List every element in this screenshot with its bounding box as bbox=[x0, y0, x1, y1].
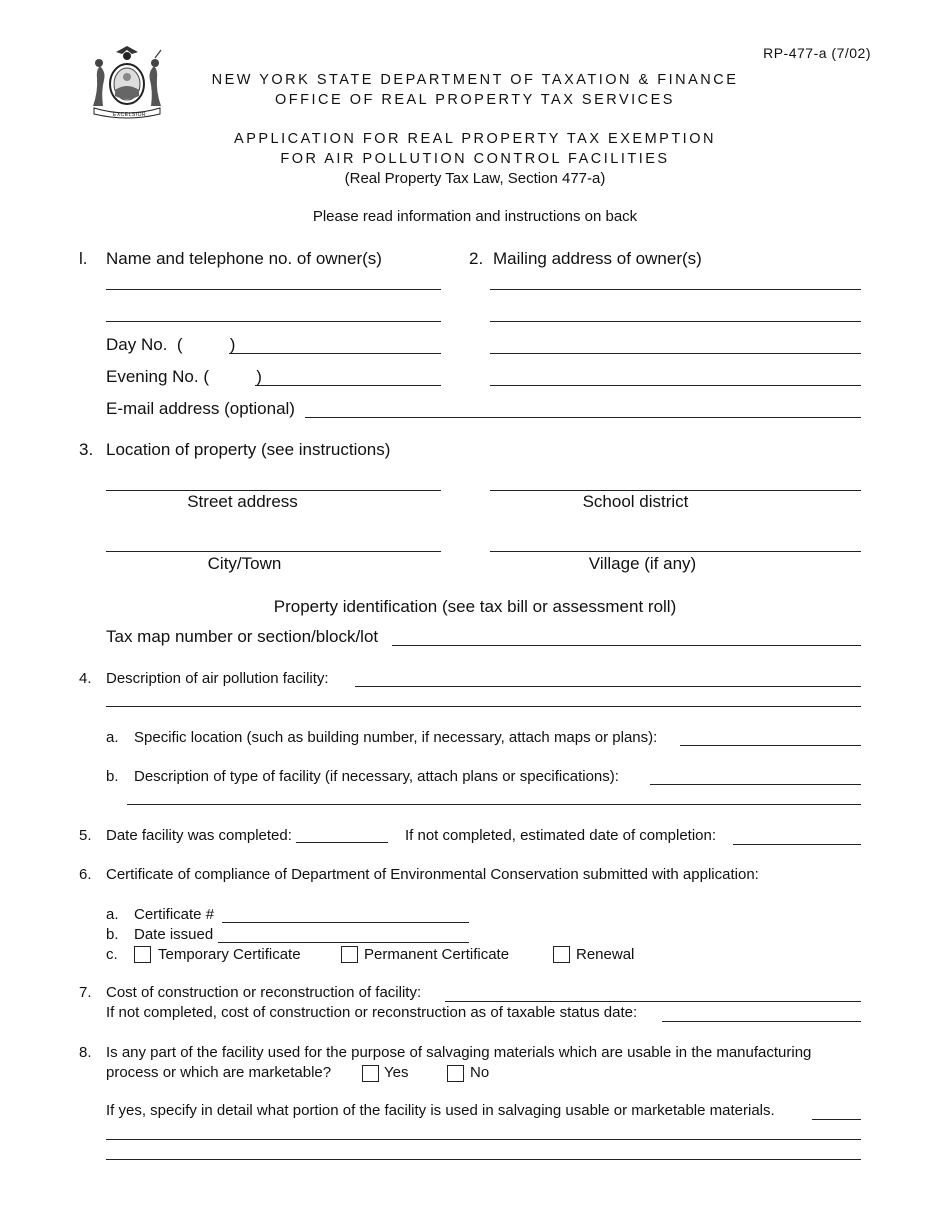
city-town-line[interactable] bbox=[106, 551, 441, 552]
q4a-letter: a. bbox=[106, 729, 119, 746]
salvage-detail-label: If yes, specify in detail what portion of the facility is used in salvaging usable or marketable materials. bbox=[106, 1102, 775, 1119]
mailing-address-line2[interactable] bbox=[490, 321, 861, 322]
q5-label2: If not completed, estimated date of completion: bbox=[405, 827, 717, 844]
q2-label: Mailing address of owner(s) bbox=[493, 249, 702, 268]
salvage-no-label: No bbox=[470, 1064, 490, 1081]
q4-label: Description of air pollution facility: bbox=[106, 670, 329, 687]
facility-description-line1[interactable] bbox=[355, 686, 861, 687]
q1-label: Name and telephone no. of owner(s) bbox=[106, 249, 382, 268]
village-line[interactable] bbox=[490, 551, 861, 552]
q8-label: Is any part of the facility used for the purpose of salvaging materials which are usable in the manufacturing bbox=[106, 1044, 812, 1061]
salvage-yes-label: Yes bbox=[384, 1064, 409, 1081]
tax-map-line[interactable] bbox=[392, 645, 861, 646]
q3-number: 3. bbox=[79, 440, 94, 459]
construction-cost-line[interactable] bbox=[445, 1001, 861, 1002]
q6b-letter: b. bbox=[106, 926, 119, 943]
email-line[interactable] bbox=[305, 417, 861, 418]
q4b-label: Description of type of facility (if necessary, attach plans or specifications): bbox=[134, 768, 619, 785]
renewal-checkbox[interactable] bbox=[553, 946, 570, 963]
dept-line2: OFFICE OF REAL PROPERTY TAX SERVICES bbox=[275, 92, 675, 108]
q8-number: 8. bbox=[79, 1044, 92, 1061]
school-district-label: School district bbox=[582, 492, 689, 511]
q7-label2: If not completed, cost of construction or reconstruction as of taxable status date: bbox=[106, 1004, 638, 1021]
email-label: E-mail address (optional) bbox=[106, 399, 295, 418]
title-line2: FOR AIR POLLUTION CONTROL FACILITIES bbox=[280, 151, 670, 167]
q3-label: Location of property (see instructions) bbox=[106, 440, 391, 459]
street-address-line[interactable] bbox=[106, 490, 441, 491]
street-address-label: Street address bbox=[187, 492, 298, 511]
seal-motto: EXCELSIOR bbox=[113, 112, 147, 118]
city-town-label: City/Town bbox=[207, 554, 282, 573]
village-label: Village (if any) bbox=[588, 554, 697, 573]
permanent-certificate-label: Permanent Certificate bbox=[364, 946, 510, 963]
owner-name-line1[interactable] bbox=[106, 289, 441, 290]
q6c-letter: c. bbox=[106, 946, 118, 963]
owner-name-line2[interactable] bbox=[106, 321, 441, 322]
permanent-certificate-checkbox[interactable] bbox=[341, 946, 358, 963]
date-issued-line[interactable] bbox=[218, 942, 469, 943]
q4-number: 4. bbox=[79, 670, 92, 687]
title-line3: (Real Property Tax Law, Section 477-a) bbox=[344, 170, 606, 187]
dept-line1: NEW YORK STATE DEPARTMENT OF TAXATION & FINANCE bbox=[211, 72, 739, 88]
salvage-detail-line1[interactable] bbox=[812, 1119, 861, 1120]
q8-label-cont: process or which are marketable? bbox=[106, 1064, 332, 1081]
salvage-no-checkbox[interactable] bbox=[447, 1065, 464, 1082]
q1-number: l. bbox=[79, 249, 88, 268]
q6-number: 6. bbox=[79, 866, 92, 883]
instructions-note: Please read information and instructions on back bbox=[312, 208, 638, 225]
evening-phone-line[interactable] bbox=[255, 385, 441, 386]
day-phone-label: Day No. ( ) bbox=[106, 335, 236, 354]
facility-type-line1[interactable] bbox=[650, 784, 861, 785]
tax-map-label: Tax map number or section/block/lot bbox=[106, 627, 379, 646]
day-phone-line[interactable] bbox=[229, 353, 441, 354]
q6a-letter: a. bbox=[106, 906, 119, 923]
date-issued-label: Date issued bbox=[134, 926, 214, 943]
school-district-line[interactable] bbox=[490, 490, 861, 491]
mailing-address-line3[interactable] bbox=[490, 353, 861, 354]
q4a-label: Specific location (such as building number, if necessary, attach maps or plans): bbox=[134, 729, 658, 746]
q5-label: Date facility was completed: ___________ bbox=[106, 827, 388, 844]
construction-cost-status-line[interactable] bbox=[662, 1021, 861, 1022]
q2-number: 2. bbox=[469, 249, 484, 268]
q6-label: Certificate of compliance of Department of Environmental Conservation submitted with application: bbox=[106, 866, 759, 883]
q4b-letter: b. bbox=[106, 768, 119, 785]
form-number: RP-477-a (7/02) bbox=[763, 45, 871, 61]
renewal-label: Renewal bbox=[576, 946, 635, 963]
mailing-address-line1[interactable] bbox=[490, 289, 861, 290]
temporary-certificate-checkbox[interactable] bbox=[134, 946, 151, 963]
salvage-yes-checkbox[interactable] bbox=[362, 1065, 379, 1082]
mailing-address-line4[interactable] bbox=[490, 385, 861, 386]
q5-number: 5. bbox=[79, 827, 92, 844]
facility-description-line2[interactable] bbox=[106, 706, 861, 707]
specific-location-line[interactable] bbox=[680, 745, 861, 746]
salvage-detail-line3[interactable] bbox=[106, 1159, 861, 1160]
facility-type-line2[interactable] bbox=[127, 804, 861, 805]
certificate-number-label: Certificate # bbox=[134, 906, 215, 923]
property-id-label: Property identification (see tax bill or assessment roll) bbox=[273, 597, 677, 616]
salvage-detail-line2[interactable] bbox=[106, 1139, 861, 1140]
q7-label: Cost of construction or reconstruction of facility: bbox=[106, 984, 422, 1001]
certificate-number-line[interactable] bbox=[222, 922, 469, 923]
q7-number: 7. bbox=[79, 984, 92, 1001]
temporary-certificate-label: Temporary Certificate bbox=[158, 946, 301, 963]
evening-phone-label: Evening No. ( ) bbox=[106, 367, 262, 386]
estimated-completion-line[interactable] bbox=[733, 844, 861, 845]
title-line1: APPLICATION FOR REAL PROPERTY TAX EXEMPTION bbox=[234, 131, 716, 147]
